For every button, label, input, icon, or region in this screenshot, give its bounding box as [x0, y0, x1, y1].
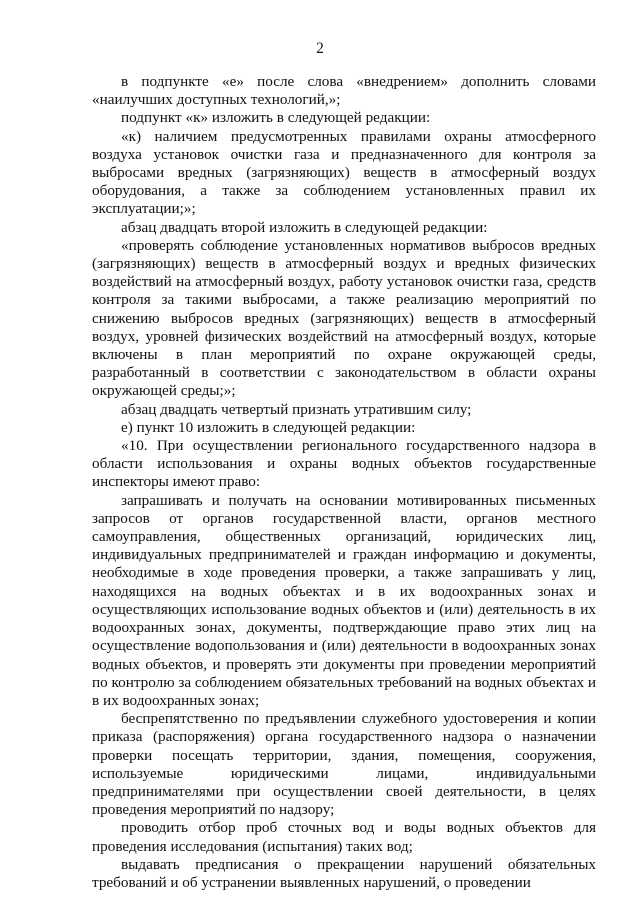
paragraph-right-visit-territories: беспрепятственно по предъявлении служебного удостоверения и копии приказа (распоряжения) органа государственного надзора о назначении проверки посещать территории, здания, помещения, сооружения, используемые юридическими лицами, индивидуальными предпринимателями при осуществлении своей деятельности, в целях проведения мероприятий по надзору; [92, 710, 596, 819]
paragraph-point-10-intro: е) пункт 10 изложить в следующей редакции: [121, 418, 416, 436]
paragraph-subpoint-e-amendment: в подпункте «е» после слова «внедрением» дополнить словами «наилучших доступных технологий,»; [92, 73, 596, 109]
paragraph-subpoint-k-text: «к) наличием предусмотренных правилами охраны атмосферного воздуха установок очистки газа и предназначенного для контроля за выбросами вредных (загрязняющих) веществ в атмосферный воздух оборудования, а также за соблюдением установленных правил их эксплуатации;»; [92, 127, 596, 218]
paragraph-abzac-24-repeal: абзац двадцать четвертый признать утратившим силу; [121, 400, 472, 418]
paragraph-right-request-info: запрашивать и получать на основании мотивированных письменных запросов от органов государственной власти, органов местного самоуправления, общественных организаций, юридических лиц, индивидуальных предпринимателей и граждан информацию и документы, необходимые в ходе проведения проверки, а также запрашивать у лиц, находящихся на водных объектах и в их водоохранных зонах и осуществляющих использование водных объектов и (или) деятельность в их водоохранных зонах, документы, подтверждающие право этих лиц на осуществление водопользования и (или) деятельности в водоохранных зонах водных объектов, и проверять эти документы при проведении мероприятий по контролю за соблюдением обязательных требований на водных объектах и в их водоохранных зонах; [92, 491, 597, 709]
paragraph-right-issue-orders: выдавать предписания о прекращении нарушений обязательных требований и об устранении выявленных нарушений, о проведении [92, 855, 596, 891]
document-body [92, 73, 596, 892]
paragraph-abzac-22-intro: абзац двадцать второй изложить в следующей редакции: [121, 218, 488, 236]
paragraph-right-sampling: проводить отбор проб сточных вод и воды водных объектов для проведения исследования (испытания) таких вод; [92, 819, 596, 855]
page-number: 2 [316, 40, 324, 57]
paragraph-abzac-22-text: «проверять соблюдение установленных нормативов выбросов вредных (загрязняющих) веществ в атмосферный воздух и вредных физических воздействий на атмосферный воздух, работу установок очистки газа, средств контроля за такими выбросами, а также реализацию мероприятий по снижению выбросов вредных (загрязняющих) веществ в атмосферный воздух, уровней физических воздействий на атмосферный воздух, которые включены в план мероприятий по охране окружающей среды, разработанный в соответствии с законодательством в области охраны окружающей среды;»; [92, 236, 596, 400]
paragraph-point-10-text: «10. При осуществлении регионального государственного надзора в области использования и охраны водных объектов государственные инспекторы имеют право: [92, 437, 596, 491]
paragraph-subpoint-k-intro: подпункт «к» изложить в следующей редакции: [121, 109, 431, 127]
